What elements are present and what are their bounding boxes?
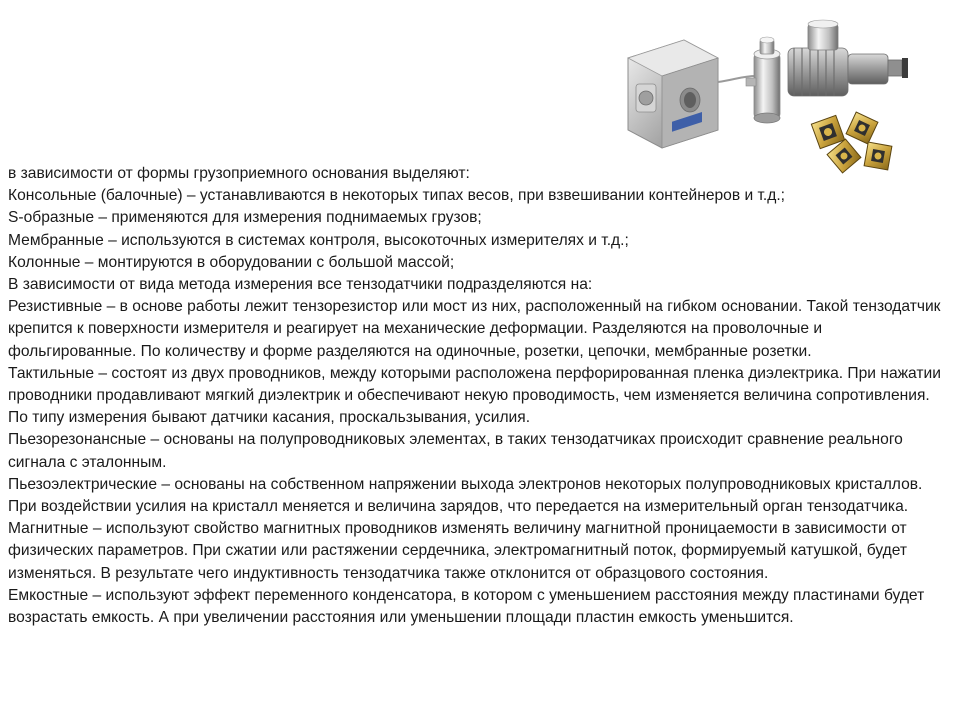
- paragraph-piezoresonant: Пьезорезонансные – основаны на полупроводниковых элементах, в таких тензодатчиках происходит сравнение реального сигнала с эталонным.: [8, 431, 903, 471]
- load-cell-sensors-photo: [622, 18, 910, 178]
- s-type-load-cell-icon: [628, 40, 718, 148]
- paragraph-intro: в зависимости от формы грузоприемного основания выделяют:: [8, 165, 470, 182]
- bellows-load-cell-icon: [788, 20, 908, 96]
- paragraph-magnetic: Магнитные – используют свойство магнитных проводников изменять величину магнитной проницаемости в зависимости от физических параметров. При сжатии или растяжении сердечника, электромагнитный поток, формируемый катушкой, будет изменяться. В результате чего индуктивность тензодатчика также отклонится от образцового состояния.: [8, 520, 907, 582]
- paragraph-s-type: S-образные – применяются для измерения поднимаемых грузов;: [8, 209, 482, 227]
- paragraph-method-intro: В зависимости от вида метода измерения все тензодатчики подразделяются на:: [8, 276, 593, 294]
- paragraph-capacitive: Емкостные – используют эффект переменного конденсатора, в котором с уменьшением расстояния между пластинами будет возрастать емкость. А при увеличении расстояния или уменьшении площади пластин емкость уменьшится.: [8, 586, 925, 627]
- paragraph-cantilever: Консольные (балочные) – устанавливаются в некоторых типах весов, при взвешивании контейнеров и т.д.;: [8, 187, 786, 205]
- column-load-cell-icon: [746, 37, 780, 123]
- paragraph-membrane: Мембранные – используются в системах контроля, высокоточных измерителях и т.д.;: [8, 231, 629, 249]
- paragraph-piezoelectric: Пьезоэлектрические – основаны на собственном напряжении выхода электронов некоторых полупроводниковых кристаллов. При воздействии усилия на кристалл меняется и величина зарядов, что передается на измерительный орган тензодатчика.: [8, 475, 923, 516]
- paragraph-tactile: Тактильные – состоят из двух проводников, между которыми расположена перфорированная пленка диэлектрика. При нажатии проводники продавливают мягкий диэлектрик и обеспечивают некую проводимость, чем изменяется величина сопротивления. По типу измерения бывают датчики касания, проскальзывания, усилия.: [8, 364, 941, 427]
- paragraph-column: Колонные – монтируются в оборудовании с большой массой;: [8, 253, 455, 271]
- paragraph-resistive: Резистивные – в основе работы лежит тензорезистор или мост из них, расположенный на гибком основании. Такой тензодатчик крепится к поверхности измерителя и реагирует на механические деформации. Разделяются на проволочные и фольгированные. По количеству и форме разделяются на одиночные, розетки, цепочки, мембранные розетки.: [8, 298, 941, 360]
- body-text: [8, 163, 948, 629]
- sensors-illustration-icon: [622, 18, 910, 178]
